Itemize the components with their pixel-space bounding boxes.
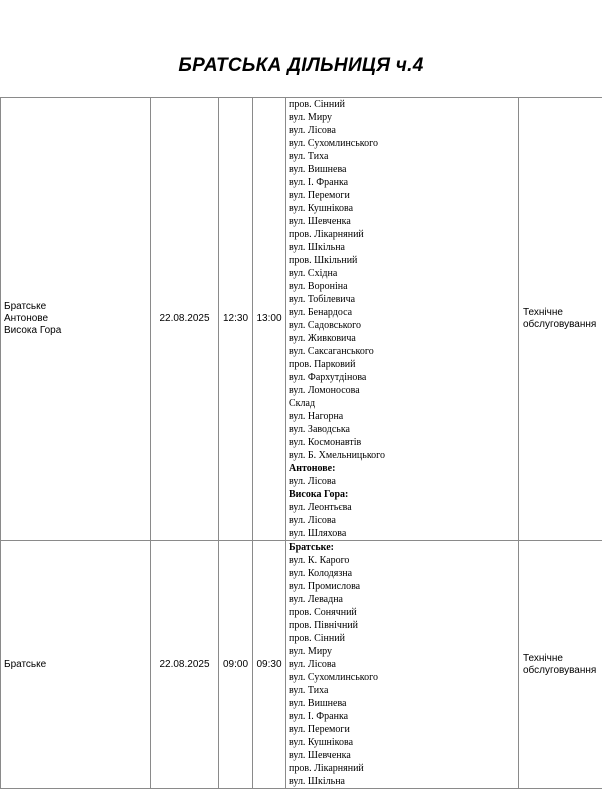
- street-item: пров. Сінний: [289, 99, 345, 110]
- table-row: [1, 541, 602, 789]
- street-item: вул. Нагорна: [289, 411, 344, 422]
- street-item: вул. Шевченка: [289, 216, 351, 227]
- street-item: вул. І. Франка: [289, 711, 349, 722]
- street-item: вул. Живковича: [289, 333, 356, 344]
- page-title: БРАТСЬКА ДІЛЬНИЦЯ ч.4: [178, 55, 424, 76]
- end-time-cell: 13:00: [253, 98, 286, 541]
- street-item: вул. Космонавтів: [289, 437, 362, 448]
- streets-cell: [286, 98, 519, 541]
- street-item: вул. Ломоносова: [289, 385, 360, 396]
- street-item: вул. Тиха: [289, 151, 329, 162]
- settlement-heading: Братське:: [289, 542, 334, 553]
- street-item: вул. Шкільна: [289, 242, 345, 253]
- street-item: вул. К. Карого: [289, 555, 350, 566]
- settlements-cell: [1, 541, 151, 789]
- street-item: вул. Левадна: [289, 594, 343, 605]
- street-item: вул. Садовського: [289, 320, 361, 331]
- street-item: вул. Колодязна: [289, 568, 353, 579]
- street-item: пров. Шкільний: [289, 255, 358, 266]
- street-item: вул. Вишнева: [289, 164, 347, 175]
- street-item: вул. Лісова: [289, 515, 336, 526]
- street-item: вул. Шкільна: [289, 776, 345, 787]
- street-item: вул. Шляхова: [289, 528, 347, 539]
- street-item: вул. Перемоги: [289, 190, 350, 201]
- street-item: вул. Фархутдінова: [289, 372, 367, 383]
- settlement-heading: Висока Гора:: [289, 489, 349, 500]
- date-cell: 22.08.2025: [151, 98, 219, 541]
- street-item: пров. Сонячний: [289, 607, 357, 618]
- start-time-cell: 09:00: [219, 541, 253, 789]
- street-item: вул. Б. Хмельницького: [289, 450, 386, 461]
- street-item: вул. Промислова: [289, 581, 361, 592]
- work-type-cell: Технічне обслуговування: [519, 98, 602, 541]
- streets-cell: [286, 541, 519, 789]
- street-item: вул. Вишнева: [289, 698, 347, 709]
- settlement-name: Братське: [4, 658, 47, 670]
- street-item: вул. Бенардоса: [289, 307, 353, 318]
- street-item: вул. Шевченка: [289, 750, 351, 761]
- street-item: вул. Леонтьєва: [289, 502, 352, 513]
- end-time-cell: 09:30: [253, 541, 286, 789]
- street-item: вул. Тобілевича: [289, 294, 356, 305]
- street-item: вул. Миру: [289, 112, 333, 123]
- street-item: вул. Лісова: [289, 476, 336, 487]
- street-item: пров. Сінний: [289, 633, 345, 644]
- start-time-cell: 12:30: [219, 98, 253, 541]
- street-item: вул. Східна: [289, 268, 338, 279]
- street-item: вул. Заводська: [289, 424, 350, 435]
- street-item: вул. Кушнікова: [289, 737, 354, 748]
- work-type-cell: Технічне обслуговування: [519, 541, 602, 789]
- street-item: вул. Саксаганського: [289, 346, 374, 357]
- schedule-body: [1, 98, 602, 789]
- street-item: вул. Лісова: [289, 125, 336, 136]
- street-item: вул. Вороніна: [289, 281, 348, 292]
- street-item: вул. Перемоги: [289, 724, 350, 735]
- street-item: пров. Північний: [289, 620, 359, 631]
- street-item: пров. Парковий: [289, 359, 356, 370]
- street-item: вул. Сухомлинського: [289, 672, 379, 683]
- settlement-heading: Антонове:: [289, 463, 336, 474]
- settlement-name: Братське: [4, 301, 47, 312]
- street-item: вул. І. Франка: [289, 177, 349, 188]
- settlements-cell: [1, 98, 151, 541]
- date-cell: 22.08.2025: [151, 541, 219, 789]
- street-item: вул. Кушнікова: [289, 203, 354, 214]
- settlement-name: Антонове: [4, 313, 49, 324]
- street-item: Склад: [289, 398, 316, 409]
- street-item: вул. Лісова: [289, 659, 336, 670]
- settlement-name: Висока Гора: [4, 325, 62, 336]
- table-row: [1, 98, 602, 541]
- street-item: пров. Лікарняний: [289, 763, 364, 774]
- street-item: пров. Лікарняний: [289, 229, 364, 240]
- street-item: вул. Сухомлинського: [289, 138, 379, 149]
- street-item: вул. Миру: [289, 646, 333, 657]
- schedule-table: [0, 97, 602, 789]
- street-item: вул. Тиха: [289, 685, 329, 696]
